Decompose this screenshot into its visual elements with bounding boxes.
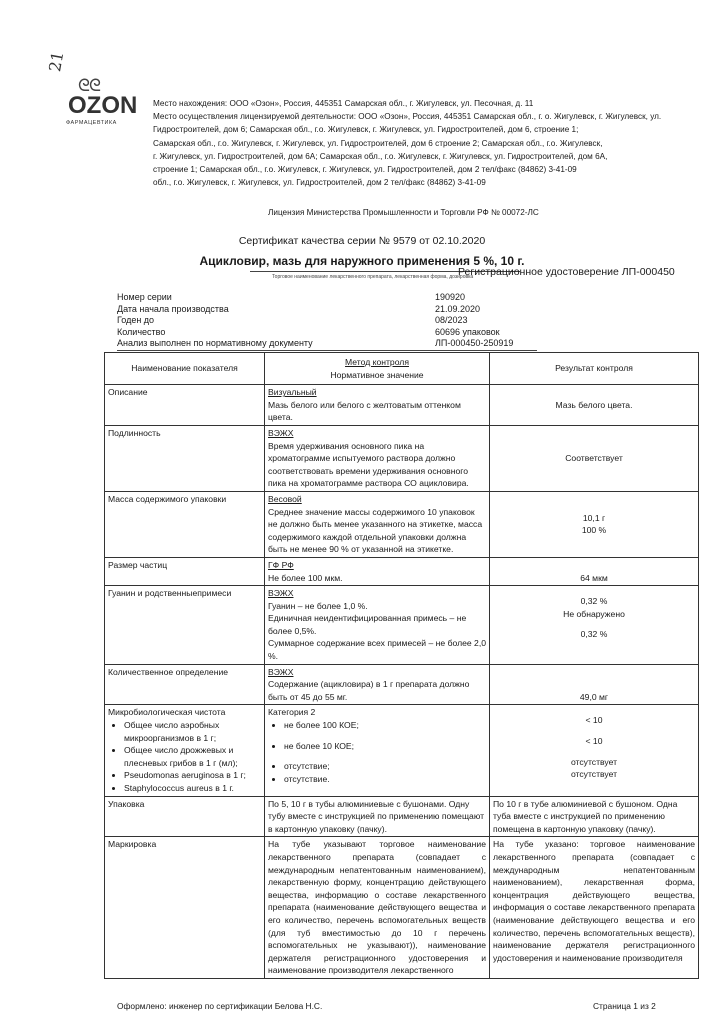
table-row <box>105 425 699 491</box>
method-label: ВЭЖХ <box>268 588 294 599</box>
param-name: Описание <box>105 385 265 426</box>
info-value: 60696 упаковок <box>435 326 500 337</box>
param-name: Гуанин и родственныепримеси <box>105 586 265 665</box>
info-value: 08/2023 <box>435 315 468 326</box>
micro-norm-list <box>268 719 486 732</box>
norm-text: Время удерживания основного пика на хроматограмме испытуемого раствора должно соответствовать времени удерживания основного пика на хроматограмме раствора СО ацикловира. <box>268 440 469 489</box>
param-result: Мазь белого цвета. <box>490 385 699 426</box>
license-line: Лицензия Министерства Промышленности и Торговли РФ № 00072-ЛС <box>268 208 539 217</box>
info-value: 21.09.2020 <box>435 303 481 314</box>
header-method: Метод контроля <box>345 357 409 367</box>
micro-norm-list <box>268 740 486 753</box>
param-result: На тубе указано: торговое наименование лекарственного препарата (совпадает с международным непатентованным наименованием), лекарственная форма, концентрация действующего вещества, информация о составе лекарственного препарата (наименование действующего вещества и его количество, перечень вспомогательных веществ), наименование держателя регистрационного удостоверения и наименование производителя <box>490 837 699 979</box>
param-name: Упаковка <box>105 796 265 837</box>
company-address-block <box>153 97 698 189</box>
table-row <box>105 837 699 979</box>
param-norm <box>265 385 490 426</box>
list-item: • Общее число дрожжевых и плесневых грибов в 1 г (мл); <box>124 744 261 769</box>
norm-text: Суммарное содержание всех примесей – не более 2,0 %. <box>268 638 486 662</box>
norm-text: Среднее значение массы содержимого 10 упаковок не должно быть менее указанного на этикетке, масса содержимого каждой отдельной упаковки должна быть не менее 90 % от указанной на этикетке. <box>268 506 483 555</box>
quantity-row <box>117 327 537 339</box>
handwritten-page-number: 21 <box>45 49 68 74</box>
header-parameter: Наименование показателя <box>105 353 265 385</box>
param-norm <box>265 586 490 665</box>
footer-author: Оформлено: инженер по сертификации Белова Н.С. <box>117 1001 323 1011</box>
address-line: обл., г.о. Жигулевск, г. Жигулевск, ул. Гидростроителей, дом 2 тел/факс (84862) 3-41-09 <box>153 178 486 188</box>
param-result: По 10 г в тубе алюминиевой с бушоном. Одна туба вместе с инструкцией по применению помещена в картонную упаковку (пачку). <box>490 796 699 837</box>
header-method-norm <box>265 353 490 385</box>
expiry-row <box>117 315 537 327</box>
info-value: ЛП-000450-250919 <box>435 338 514 349</box>
table-row <box>105 385 699 426</box>
list-item: • отсутствие. <box>284 773 486 786</box>
registration-number: Регистрационное удостоверение ЛП-000450 <box>458 266 675 278</box>
result-value: отсутствует <box>570 756 618 767</box>
info-label: Номер серии <box>117 292 172 302</box>
batch-info <box>117 292 537 351</box>
logo-subtitle: ФАРМАЦЕВТИКА <box>66 120 117 126</box>
norm-text: Не более 100 мкм. <box>268 572 343 583</box>
param-result: Соответствует <box>490 425 699 491</box>
result-value: Не обнаружено <box>563 608 625 619</box>
normative-doc-row <box>117 338 537 351</box>
table-row <box>105 557 699 585</box>
company-logo <box>62 76 144 130</box>
result-value: < 10 <box>585 736 603 747</box>
param-result <box>490 586 699 665</box>
micro-list <box>108 719 261 795</box>
certificate-title: Сертификат качества серии № 9579 от 02.10.2020 <box>238 235 486 247</box>
param-norm: По 5, 10 г в тубы алюминиевые с бушонами. Одну тубу вместе с инструкцией по применению помещают в картонную упаковку (пачку). <box>265 796 490 837</box>
info-label: Годен до <box>117 315 155 326</box>
product-caption: Торговое наименование лекарственного препарата, лекарственная форма, дозировка <box>272 274 474 280</box>
address-line: г. Жигулевск, ул. Гидростроителей, дом 6А; Самарская обл., г.о. Жигулевск, г. Жигулевск, ул. Гидростроителей, дом 6А, <box>153 151 608 161</box>
param-norm <box>265 557 490 585</box>
table-row <box>105 705 699 796</box>
table-row <box>105 586 699 665</box>
batch-number-row <box>117 292 537 304</box>
param-name <box>105 705 265 796</box>
info-label: Количество <box>117 326 166 337</box>
norm-text: Мазь белого или белого с желтоватым оттенком цвета. <box>268 399 461 423</box>
address-line: Место нахождения: ООО «Озон», Россия, 445351 Самарская обл., г. Жигулевск, ул. Песочная, д. 11 <box>153 99 534 108</box>
address-line: строение 1; Самарская обл., г.о. Жигулевск, г. Жигулевск, ул. Гидростроителей, дом 2 тел/факс (84862) 3-41-09 <box>153 165 577 175</box>
param-name: Маркировка <box>105 837 265 979</box>
table-header-row <box>105 353 699 385</box>
product-title: Ацикловир, мазь для наружного применения 5 %, 10 г. <box>199 254 525 268</box>
address-line: Гидростроителей, дом 6; Самарская обл., г.о. Жигулевск, г. Жигулевск, ул. Гидростроителей, дом 6, строение 1; <box>153 125 579 135</box>
param-result <box>490 491 699 557</box>
list-item: • Staphylococcus aureus в 1 г. <box>124 782 261 795</box>
method-label: Категория 2 <box>268 707 316 718</box>
param-norm <box>265 705 490 796</box>
param-norm: На тубе указывают торговое наименование лекарственного препарата (совпадает с международным непатентованным наименованием), лекарственную форму, концентрацию действующего вещества, информацию о составе лекарственного препарата (наименование действующего вещества и его количество, перечень вспомогательных веществ (для туб вместимостью до 10 г перечень вспомогательных не указывают)), наименование держателя регистрационного удостоверения и наименование производителя лекарственного <box>265 837 490 979</box>
micro-title: Микробиологическая чистота <box>108 707 226 718</box>
param-norm <box>265 491 490 557</box>
result-value: 100 % <box>581 525 607 536</box>
param-result: 49,0 мг <box>490 664 699 705</box>
table-row <box>105 796 699 837</box>
param-result: 64 мкм <box>490 557 699 585</box>
result-value: отсутствует <box>570 769 618 780</box>
param-name: Масса содержимого упаковки <box>105 491 265 557</box>
address-line: Место осуществления лицензируемой деятельности: ООО «Озон», Россия, 445351 Самарская обл., г. о. Жигулевск, г. Жигулевск, ул. <box>153 112 662 122</box>
list-item: • отсутствие; <box>284 760 486 773</box>
list-item: • Общее число аэробных микроорганизмов в 1 г; <box>124 719 261 744</box>
method-label: Весовой <box>268 493 302 504</box>
param-name: Подлинность <box>105 425 265 491</box>
method-label: ГФ РФ <box>268 559 294 570</box>
param-result <box>490 705 699 796</box>
param-name: Количественное определение <box>105 664 265 705</box>
info-label: Дата начала производства <box>117 303 229 314</box>
param-norm <box>265 664 490 705</box>
table-row <box>105 491 699 557</box>
address-line: Самарская обл., г.о. Жигулевск, г. Жигулевск, ул. Гидростроителей, дом 6 строение 2; Самарская обл., г.о. Жигулевск, <box>153 138 603 148</box>
method-label: ВЭЖХ <box>268 666 294 677</box>
method-label: ВЭЖХ <box>268 427 294 438</box>
logo-brand: OZON <box>68 92 138 119</box>
logo-leaf-icon: ᘓᘓ <box>78 76 100 95</box>
table-row <box>105 664 699 705</box>
norm-text: Единичная неидентифицированная примесь – не более 0,5%. <box>268 613 467 636</box>
result-value: 0,32 % <box>580 596 608 607</box>
norm-text: Содержание (ацикловира) в 1 г препарата должно быть от 45 до 55 мг. <box>268 679 470 702</box>
result-value: < 10 <box>585 715 603 726</box>
info-value: 190920 <box>435 292 466 302</box>
quality-control-table <box>104 352 699 979</box>
result-value: 0,32 % <box>580 629 608 640</box>
production-date-row <box>117 304 537 316</box>
list-item: • не более 100 КОЕ; <box>284 719 486 732</box>
list-item: • не более 10 КОЕ; <box>284 740 486 753</box>
norm-text: Гуанин – не более 1,0 %. <box>268 600 368 611</box>
micro-norm-list <box>268 760 486 785</box>
result-value: 10,1 г <box>582 512 606 523</box>
info-label: Анализ выполнен по нормативному документу <box>117 338 313 349</box>
header-result: Результат контроля <box>490 353 699 385</box>
page-number: Страница 1 из 2 <box>593 1001 656 1011</box>
list-item: • Pseudomonas aeruginosa в 1 г; <box>124 769 261 782</box>
header-norm: Нормативное значение <box>330 369 424 380</box>
method-label: Визуальный <box>268 387 317 398</box>
param-name: Размер частиц <box>105 557 265 585</box>
param-norm <box>265 425 490 491</box>
